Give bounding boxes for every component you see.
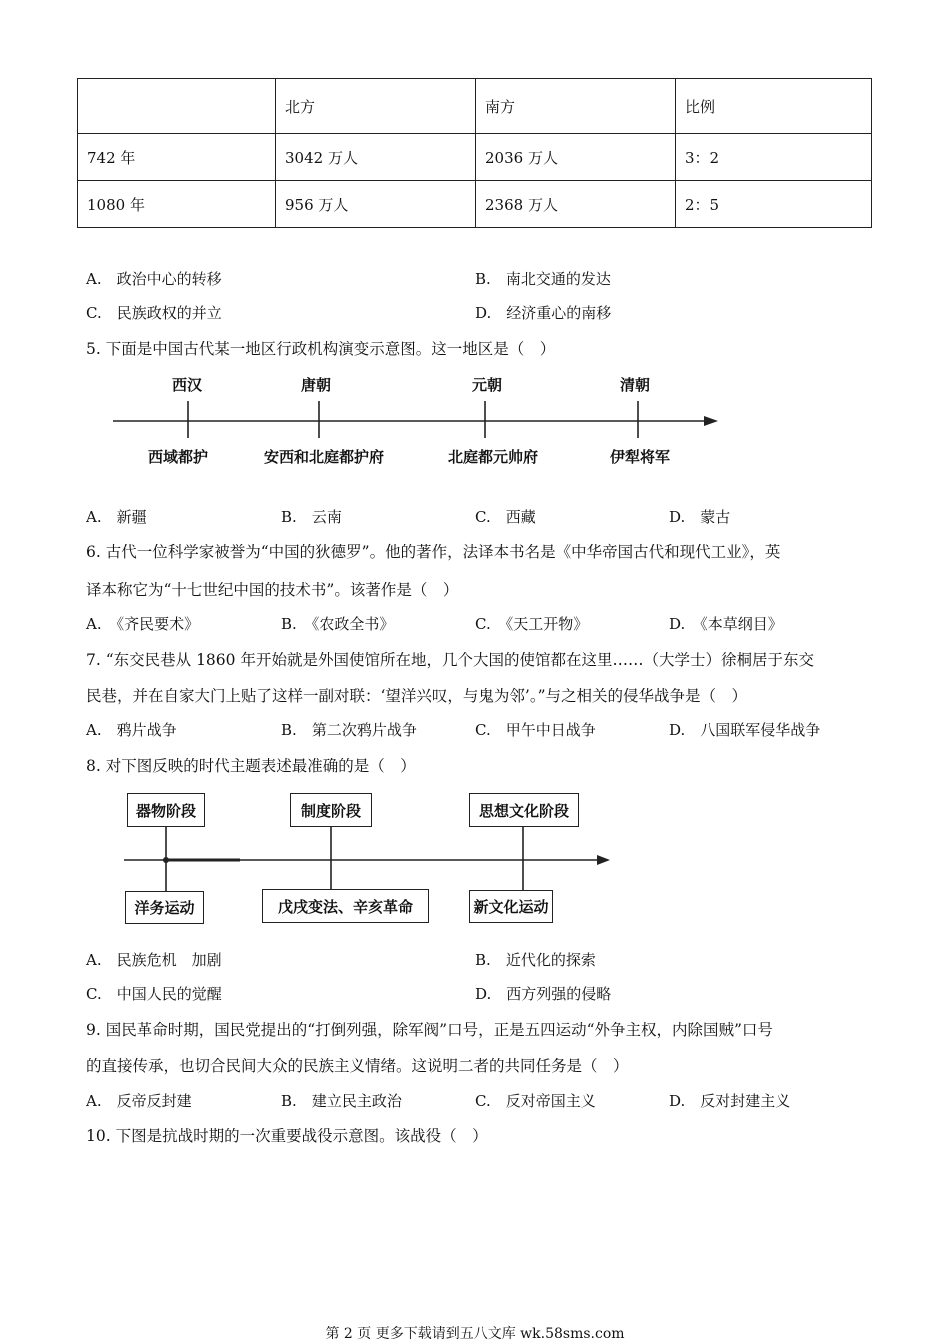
option-key: D. <box>669 508 686 526</box>
q7-option-c[interactable] <box>475 719 596 740</box>
option-text: 中国人民的觉醒 <box>116 985 222 1003</box>
option-key: A. <box>86 951 102 969</box>
option-text: 反对封建主义 <box>700 1092 791 1110</box>
option-text: 蒙古 <box>700 508 731 526</box>
option-text: 西方列强的侵略 <box>506 985 612 1003</box>
table-cell: 3042 万人 <box>276 134 476 181</box>
q9-stem-line1: 9. 国民革命时期，国民党提出的“打倒列强，除军阀”口号，正是五四运动“外争主权，内除国贼”口号 <box>86 1021 773 1039</box>
option-text: 鸦片战争 <box>116 721 177 739</box>
option-text: 经济重心的南移 <box>506 304 612 322</box>
q5-stem: 5. 下面是中国古代某一地区行政机构演变示意图。这一地区是（ ） <box>86 340 556 358</box>
q9-option-c[interactable] <box>475 1090 596 1111</box>
option-text: 《天工开物》 <box>505 615 589 633</box>
option-text: 《农政全书》 <box>311 615 395 633</box>
diagram-node <box>163 857 169 863</box>
q7-option-d[interactable] <box>669 719 820 740</box>
option-key: A. <box>86 270 102 288</box>
q6-option-a[interactable] <box>86 613 199 634</box>
table-cell: 2：5 <box>676 181 872 228</box>
institution-label: 安西和北庭都护府 <box>264 448 385 466</box>
dynasty-label: 元朝 <box>472 376 503 394</box>
option-text: 近代化的探索 <box>505 951 596 969</box>
q6-option-c[interactable] <box>475 613 588 634</box>
institution-label: 北庭都元帅府 <box>448 448 539 466</box>
option-key: D. <box>669 615 686 633</box>
dynasty-label: 清朝 <box>620 376 651 394</box>
stage-box: 制度阶段 <box>290 793 372 827</box>
q8-stem: 8. 对下图反映的时代主题表述最准确的是（ ） <box>86 757 416 775</box>
stage-box: 思想文化阶段 <box>469 793 579 827</box>
table-cell: 742 年 <box>78 134 276 181</box>
event-box: 戊戌变法、辛亥革命 <box>262 889 429 923</box>
q8-option-a[interactable] <box>86 949 222 970</box>
option-text: 反帝反封建 <box>116 1092 192 1110</box>
institution-label: 伊犁将军 <box>610 448 671 466</box>
event-box: 洋务运动 <box>125 891 204 924</box>
option-text: 西藏 <box>505 508 536 526</box>
table-cell: 1080 年 <box>78 181 276 228</box>
q8-option-c[interactable] <box>86 983 222 1004</box>
option-key: B. <box>475 270 491 288</box>
dynasty-label: 西汉 <box>172 376 203 394</box>
timeline-arrow-icon <box>704 416 718 426</box>
q7-stem-line1: 7. “东交民巷从 1860 年开始就是外国使馆所在地，几个大国的使馆都在这里……（大学士）徐桐居于东交 <box>86 651 814 669</box>
option-key: B. <box>281 615 297 633</box>
option-text: 建立民主政治 <box>311 1092 402 1110</box>
option-text: 《本草纲目》 <box>700 615 783 633</box>
table-cell: 3：2 <box>676 134 872 181</box>
option-key: A. <box>86 615 102 633</box>
option-key: C. <box>86 985 102 1003</box>
q9-option-b[interactable] <box>281 1090 402 1111</box>
option-text: 《齐民要术》 <box>116 615 200 633</box>
option-key: A. <box>86 721 102 739</box>
table-cell: 956 万人 <box>276 181 476 228</box>
q5-option-d[interactable] <box>669 506 730 527</box>
q5-option-b[interactable] <box>281 506 342 527</box>
q6-option-b[interactable] <box>281 613 394 634</box>
option-text: 政治中心的转移 <box>116 270 222 288</box>
option-key: D. <box>475 985 492 1003</box>
stage-box: 器物阶段 <box>127 793 205 827</box>
table-cell: 2036 万人 <box>476 134 676 181</box>
option-key: B. <box>281 508 297 526</box>
option-text: 民族危机 加剧 <box>116 951 222 969</box>
option-text: 云南 <box>311 508 342 526</box>
option-text: 民族政权的并立 <box>116 304 222 322</box>
q5-option-a[interactable] <box>86 506 147 527</box>
option-key: D. <box>475 304 492 322</box>
option-text: 八国联军侵华战争 <box>700 721 821 739</box>
table-cell: 2368 万人 <box>476 181 676 228</box>
q8-option-d[interactable] <box>475 983 611 1004</box>
q9-option-a[interactable] <box>86 1090 192 1111</box>
option-text: 第二次鸦片战争 <box>311 721 417 739</box>
table-header-cell: 北方 <box>276 79 476 134</box>
q9-option-d[interactable] <box>669 1090 790 1111</box>
q6-option-d[interactable] <box>669 613 783 634</box>
dynasty-label: 唐朝 <box>301 376 332 394</box>
option-key: A. <box>86 508 102 526</box>
q6-stem-line2: 译本称它为“十七世纪中国的技术书”。该著作是（ ） <box>86 581 459 599</box>
q6-stem-line1: 6. 古代一位科学家被誉为“中国的狄德罗”。他的著作，法译本书名是《中华帝国古代和现代工业》，英 <box>86 543 781 561</box>
option-key: B. <box>281 1092 297 1110</box>
option-key: C. <box>475 1092 491 1110</box>
q5-option-c[interactable] <box>475 506 536 527</box>
option-key: C. <box>475 721 491 739</box>
table-header-cell: 比例 <box>676 79 872 134</box>
q5-timeline-diagram <box>0 0 950 480</box>
option-key: D. <box>669 1092 686 1110</box>
table-header-cell: 南方 <box>476 79 676 134</box>
q10-stem: 10. 下图是抗战时期的一次重要战役示意图。该战役（ ） <box>86 1127 488 1145</box>
option-key: C. <box>86 304 102 322</box>
option-text: 新疆 <box>116 508 147 526</box>
option-text: 反对帝国主义 <box>505 1092 596 1110</box>
option-key: C. <box>475 508 491 526</box>
institution-label: 西域都护 <box>148 448 209 466</box>
page-footer: 第 2 页 更多下载请到五八文库 wk.58sms.com <box>325 1326 625 1342</box>
q7-option-a[interactable] <box>86 719 177 740</box>
diagram-arrow-icon <box>597 855 610 865</box>
option-key: C. <box>475 615 491 633</box>
q8-option-b[interactable] <box>475 949 596 970</box>
option-key: A. <box>86 1092 102 1110</box>
q9-stem-line2: 的直接传承，也切合民间大众的民族主义情绪。这说明二者的共同任务是（ ） <box>86 1057 629 1075</box>
option-key: D. <box>669 721 686 739</box>
option-key: B. <box>475 951 491 969</box>
option-text: 南北交通的发达 <box>505 270 611 288</box>
option-key: B. <box>281 721 297 739</box>
q7-stem-line2: 民巷，并在自家大门上贴了这样一副对联：‘望洋兴叹，与鬼为邻’。”与之相关的侵华战争是（ ） <box>86 687 748 705</box>
q7-option-b[interactable] <box>281 719 417 740</box>
option-text: 甲午中日战争 <box>505 721 596 739</box>
event-box: 新文化运动 <box>469 890 553 923</box>
